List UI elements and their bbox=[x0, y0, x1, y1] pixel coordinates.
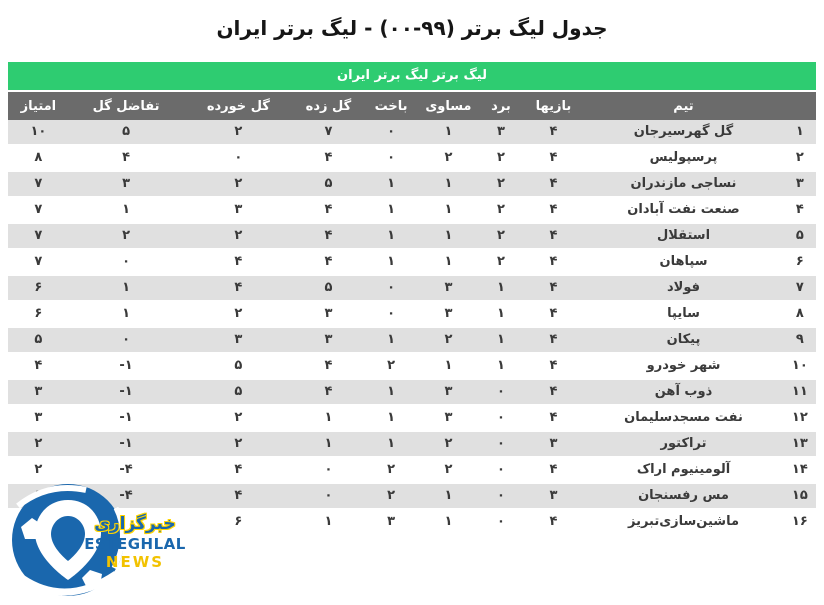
cell-played: ۴ bbox=[549, 332, 558, 347]
table-row bbox=[8, 198, 816, 224]
cell-draws: ۱ bbox=[444, 254, 453, 269]
cell-rank: ۷ bbox=[795, 280, 804, 295]
cell-rank: ۴ bbox=[795, 202, 804, 217]
cell-goal-diff: ۱ bbox=[122, 202, 131, 217]
cell-points: ۷ bbox=[34, 202, 43, 217]
cell-team-name: سپاهان bbox=[659, 254, 708, 269]
cell-points: ۲ bbox=[34, 462, 43, 477]
cell-goals-against: ۴ bbox=[234, 254, 243, 269]
cell-goals-against: ۴ bbox=[234, 280, 243, 295]
cell-team-name: مس رفسنجان bbox=[638, 488, 729, 503]
cell-goals-against: ۳ bbox=[234, 202, 243, 217]
cell-rank: ۱۳ bbox=[791, 436, 808, 451]
cell-goal-diff: -۱ bbox=[119, 384, 133, 399]
cell-played: ۳ bbox=[549, 488, 558, 503]
table-row bbox=[8, 250, 816, 276]
cell-points: ۶ bbox=[34, 280, 43, 295]
cell-points: ۷ bbox=[34, 228, 43, 243]
cell-goal-diff: ۰ bbox=[122, 254, 131, 269]
cell-goals-against: ۴ bbox=[234, 488, 243, 503]
cell-rank: ۵ bbox=[795, 228, 804, 243]
cell-losses: ۱ bbox=[387, 384, 396, 399]
cell-wins: ۲ bbox=[496, 176, 505, 191]
cell-wins: ۰ bbox=[496, 384, 505, 399]
table-row bbox=[8, 302, 816, 328]
cell-losses: ۱ bbox=[387, 436, 396, 451]
cell-points: ۷ bbox=[34, 176, 43, 191]
cell-wins: ۰ bbox=[496, 462, 505, 477]
cell-draws: ۲ bbox=[444, 332, 453, 347]
cell-played: ۴ bbox=[549, 514, 558, 529]
cell-wins: ۰ bbox=[496, 410, 505, 425]
cell-losses: ۱ bbox=[387, 202, 396, 217]
cell-draws: ۲ bbox=[444, 150, 453, 165]
table-row bbox=[8, 120, 816, 146]
cell-goal-diff: ۰ bbox=[122, 332, 131, 347]
page-title: جدول لیگ برتر (۹۹-۰۰) - لیگ برتر ایران bbox=[216, 16, 608, 40]
cell-team-name: نفت مسجدسلیمان bbox=[624, 410, 743, 425]
cell-goal-diff: ۲ bbox=[122, 228, 131, 243]
cell-goal-diff: -۴ bbox=[119, 462, 133, 477]
cell-played: ۴ bbox=[549, 358, 558, 373]
cell-goals-for: ۳ bbox=[324, 306, 333, 321]
league-title-bar: لیگ برتر لیگ برتر ایران bbox=[8, 62, 816, 90]
cell-team-name: پرسپولیس bbox=[649, 150, 718, 165]
cell-goals-for: ۷ bbox=[324, 124, 333, 139]
header-played: بازیها bbox=[535, 98, 572, 114]
cell-team-name: شهر خودرو bbox=[646, 358, 721, 373]
cell-draws: ۲ bbox=[444, 436, 453, 451]
cell-goals-against: ۲ bbox=[234, 306, 243, 321]
cell-goals-against: ۲ bbox=[234, 410, 243, 425]
table-row bbox=[8, 432, 816, 458]
cell-team-name: استقلال bbox=[656, 228, 711, 243]
cell-points: ۸ bbox=[34, 150, 43, 165]
cell-played: ۴ bbox=[549, 254, 558, 269]
cell-played: ۴ bbox=[549, 228, 558, 243]
cell-goals-for: ۴ bbox=[324, 150, 333, 165]
cell-goals-for: ۴ bbox=[324, 384, 333, 399]
cell-rank: ۱۶ bbox=[791, 514, 808, 529]
logo-news-label: NEWS bbox=[105, 553, 165, 571]
cell-team-name: پیکان bbox=[666, 332, 701, 347]
cell-points: ۳ bbox=[34, 384, 43, 399]
cell-goals-against: ۲ bbox=[234, 124, 243, 139]
cell-wins: ۳ bbox=[496, 124, 505, 139]
header-goals-against: گل خورده bbox=[206, 98, 270, 114]
cell-goals-against: ۶ bbox=[234, 514, 243, 529]
esteghlal-news-logo bbox=[4, 478, 214, 605]
cell-losses: ۲ bbox=[387, 488, 396, 503]
cell-goals-for: ۱ bbox=[324, 410, 333, 425]
logo-text bbox=[80, 512, 190, 571]
cell-wins: ۱ bbox=[496, 332, 505, 347]
cell-goal-diff: -۴ bbox=[119, 488, 133, 503]
cell-losses: ۲ bbox=[387, 462, 396, 477]
cell-goals-for: ۳ bbox=[324, 332, 333, 347]
cell-wins: ۱ bbox=[496, 280, 505, 295]
cell-played: ۴ bbox=[549, 202, 558, 217]
cell-goals-for: ۴ bbox=[324, 254, 333, 269]
table-row bbox=[8, 406, 816, 432]
cell-wins: ۱ bbox=[496, 306, 505, 321]
cell-losses: ۱ bbox=[387, 254, 396, 269]
header-loss: باخت bbox=[374, 98, 408, 114]
cell-played: ۴ bbox=[549, 280, 558, 295]
cell-goal-diff: -۱ bbox=[119, 358, 133, 373]
cell-losses: ۱ bbox=[387, 332, 396, 347]
cell-goal-diff: ۵ bbox=[122, 124, 131, 139]
cell-goals-for: ۴ bbox=[324, 202, 333, 217]
cell-draws: ۱ bbox=[444, 488, 453, 503]
logo-agency-label: خبرگزاری bbox=[94, 514, 176, 534]
cell-draws: ۱ bbox=[444, 514, 453, 529]
cell-rank: ۸ bbox=[795, 306, 804, 321]
cell-goal-diff: ۴ bbox=[122, 150, 131, 165]
cell-rank: ۱۱ bbox=[791, 384, 808, 399]
cell-draws: ۲ bbox=[444, 462, 453, 477]
cell-losses: ۱ bbox=[387, 176, 396, 191]
cell-draws: ۱ bbox=[444, 358, 453, 373]
cell-team-name: تراکتور bbox=[660, 436, 707, 451]
cell-rank: ۱۲ bbox=[791, 410, 808, 425]
cell-wins: ۲ bbox=[496, 228, 505, 243]
cell-points: ۱۰ bbox=[30, 124, 47, 139]
cell-rank: ۶ bbox=[795, 254, 804, 269]
cell-played: ۴ bbox=[549, 150, 558, 165]
cell-goals-against: ۴ bbox=[234, 462, 243, 477]
cell-draws: ۱ bbox=[444, 124, 453, 139]
cell-draws: ۱ bbox=[444, 228, 453, 243]
cell-wins: ۲ bbox=[496, 254, 505, 269]
cell-losses: ۰ bbox=[387, 124, 396, 139]
cell-losses: ۰ bbox=[387, 280, 396, 295]
cell-goals-against: ۰ bbox=[234, 150, 243, 165]
cell-draws: ۳ bbox=[444, 384, 453, 399]
standings-table bbox=[8, 62, 816, 536]
cell-wins: ۰ bbox=[496, 514, 505, 529]
cell-goals-for: ۱ bbox=[324, 436, 333, 451]
table-row bbox=[8, 224, 816, 250]
header-goals-for: گل زده bbox=[305, 98, 352, 114]
table-row bbox=[8, 172, 816, 198]
cell-goals-for: ۴ bbox=[324, 228, 333, 243]
logo-esteghlal-label: ESTEGHLAL bbox=[84, 535, 186, 553]
header-draw: مساوی bbox=[425, 98, 472, 114]
cell-team-name: نساجی مازندران bbox=[630, 176, 737, 191]
cell-rank: ۱۰ bbox=[791, 358, 808, 373]
header-points: امتیاز bbox=[20, 98, 57, 114]
cell-goal-diff: ۱ bbox=[122, 306, 131, 321]
table-row bbox=[8, 380, 816, 406]
cell-goal-diff: -۱ bbox=[119, 436, 133, 451]
cell-wins: ۲ bbox=[496, 202, 505, 217]
cell-team-name: فولاد bbox=[666, 280, 700, 295]
cell-goals-for: ۰ bbox=[324, 462, 333, 477]
cell-draws: ۱ bbox=[444, 176, 453, 191]
cell-played: ۳ bbox=[549, 436, 558, 451]
cell-goals-for: ۱ bbox=[324, 514, 333, 529]
cell-goals-against: ۲ bbox=[234, 228, 243, 243]
cell-losses: ۰ bbox=[387, 150, 396, 165]
cell-points: ۷ bbox=[34, 254, 43, 269]
table-body bbox=[8, 120, 816, 536]
table-row bbox=[8, 276, 816, 302]
cell-wins: ۰ bbox=[496, 436, 505, 451]
cell-goals-for: ۵ bbox=[324, 280, 333, 295]
table-row bbox=[8, 354, 816, 380]
table-header-row bbox=[8, 92, 816, 120]
cell-team-name: آلومینیوم اراک bbox=[636, 462, 731, 477]
cell-goal-diff: ۳ bbox=[122, 176, 131, 191]
cell-played: ۴ bbox=[549, 176, 558, 191]
cell-rank: ۹ bbox=[795, 332, 804, 347]
cell-wins: ۰ bbox=[496, 488, 505, 503]
cell-goal-diff: -۱ bbox=[119, 410, 133, 425]
cell-team-name: ماشین‌سازی‌تبریز bbox=[627, 514, 740, 529]
header-team: تیم bbox=[673, 98, 694, 114]
cell-rank: ۱۵ bbox=[791, 488, 808, 503]
table-row bbox=[8, 328, 816, 354]
cell-played: ۴ bbox=[549, 124, 558, 139]
cell-losses: ۳ bbox=[387, 514, 396, 529]
cell-goals-against: ۲ bbox=[234, 436, 243, 451]
cell-rank: ۲ bbox=[795, 150, 804, 165]
cell-rank: ۱ bbox=[795, 124, 804, 139]
cell-goals-against: ۵ bbox=[234, 358, 243, 373]
cell-rank: ۳ bbox=[795, 176, 804, 191]
header-win: برد bbox=[491, 98, 511, 114]
cell-wins: ۲ bbox=[496, 150, 505, 165]
cell-losses: ۲ bbox=[387, 358, 396, 373]
cell-played: ۴ bbox=[549, 306, 558, 321]
cell-goals-for: ۴ bbox=[324, 358, 333, 373]
cell-rank: ۱۴ bbox=[791, 462, 808, 477]
cell-wins: ۱ bbox=[496, 358, 505, 373]
cell-draws: ۳ bbox=[444, 280, 453, 295]
header-goal-diff: تفاضل گل bbox=[92, 98, 160, 114]
cell-losses: ۰ bbox=[387, 306, 396, 321]
cell-goals-against: ۲ bbox=[234, 176, 243, 191]
cell-goal-diff: ۱ bbox=[122, 280, 131, 295]
cell-goals-for: ۰ bbox=[324, 488, 333, 503]
cell-played: ۴ bbox=[549, 462, 558, 477]
cell-draws: ۱ bbox=[444, 202, 453, 217]
cell-team-name: ذوب آهن bbox=[654, 384, 713, 399]
cell-goals-against: ۳ bbox=[234, 332, 243, 347]
cell-played: ۴ bbox=[549, 384, 558, 399]
cell-points: ۲ bbox=[34, 436, 43, 451]
cell-points: ۴ bbox=[34, 358, 43, 373]
cell-team-name: گل گهرسیرجان bbox=[633, 124, 734, 139]
cell-played: ۴ bbox=[549, 410, 558, 425]
cell-losses: ۱ bbox=[387, 410, 396, 425]
cell-team-name: سایپا bbox=[667, 306, 700, 321]
cell-draws: ۳ bbox=[444, 306, 453, 321]
cell-points: ۳ bbox=[34, 410, 43, 425]
cell-points: ۵ bbox=[34, 332, 43, 347]
cell-losses: ۱ bbox=[387, 228, 396, 243]
cell-draws: ۳ bbox=[444, 410, 453, 425]
cell-goals-for: ۵ bbox=[324, 176, 333, 191]
cell-points: ۶ bbox=[34, 306, 43, 321]
cell-goals-against: ۵ bbox=[234, 384, 243, 399]
cell-team-name: صنعت نفت آبادان bbox=[627, 202, 740, 217]
table-row bbox=[8, 146, 816, 172]
